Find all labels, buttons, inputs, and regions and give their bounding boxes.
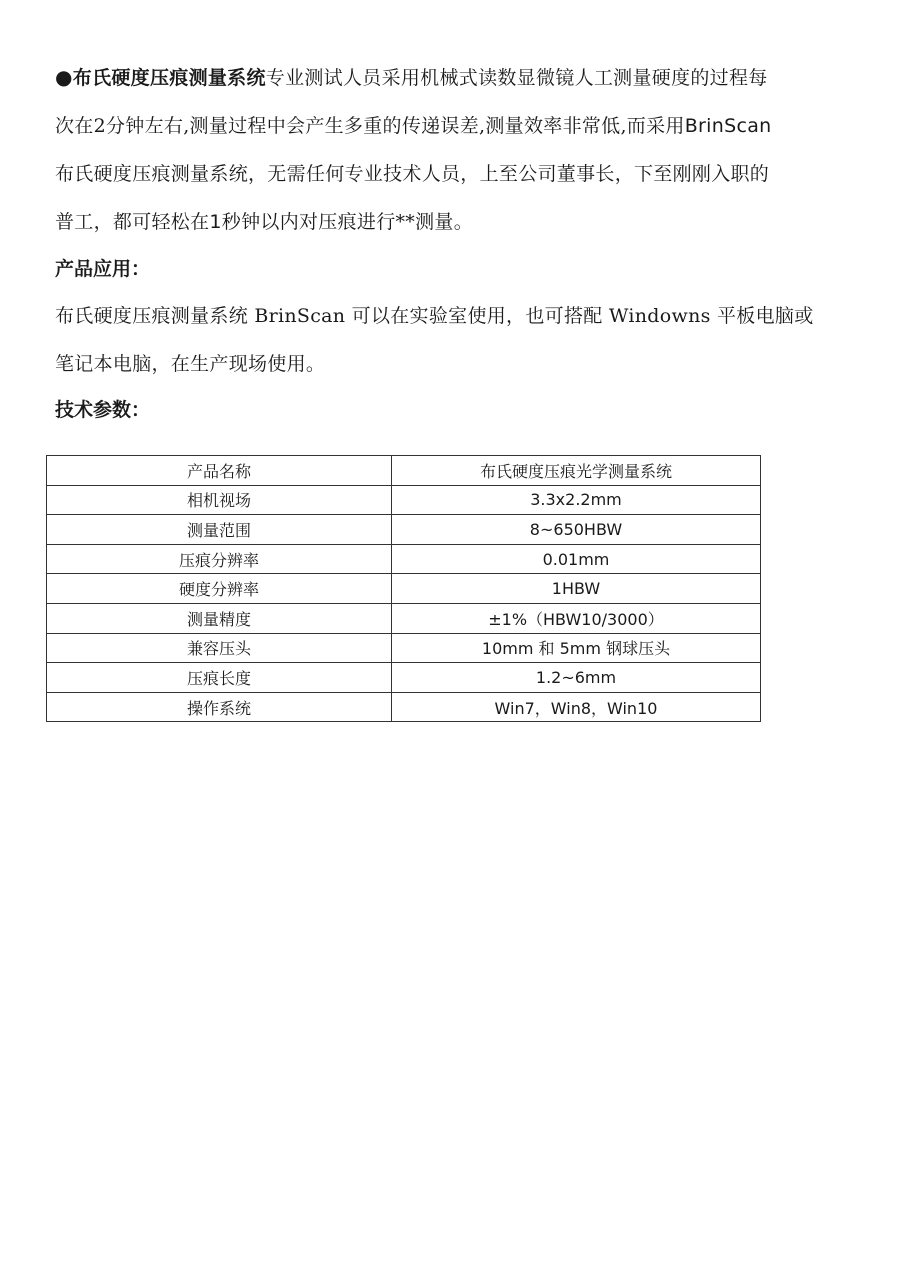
intro-paragraph — [55, 53, 850, 246]
table-row — [47, 574, 761, 604]
spec-key: 压痕分辨率 — [47, 544, 392, 574]
spec-value: ±1%（HBW10/3000） — [392, 603, 761, 633]
intro-line-4-text-a: 普工，都可轻松在 — [55, 211, 210, 233]
brand-name: BrinScan — [684, 115, 772, 137]
intro-line-1 — [55, 53, 850, 102]
product-name: 布氏硬度压痕测量系统 — [72, 67, 266, 89]
intro-line-2-text: 次在2分钟左右,测量过程中会产生多重的传递误差,测量效率非常低,而采用 — [55, 115, 685, 137]
intro-line-4 — [55, 198, 850, 246]
tech-heading: 技术参数： — [55, 399, 151, 421]
spec-value: 10mm 和 5mm 钢球压头 — [392, 633, 761, 663]
intro-line-2 — [55, 102, 850, 150]
spec-key: 测量精度 — [47, 603, 392, 633]
table-row — [47, 544, 761, 574]
spec-value: 1HBW — [392, 574, 761, 604]
spec-key: 产品名称 — [47, 456, 392, 486]
intro-line-4-number: 1 — [209, 211, 222, 233]
application-line-2: 笔记本电脑，在生产现场使用。 — [55, 353, 326, 375]
table-row — [47, 456, 761, 486]
intro-line-4-text-b: 秒钟以内对压痕进行**测量。 — [221, 211, 473, 233]
table-row — [47, 603, 761, 633]
table-row — [47, 515, 761, 545]
bullet-icon: ● — [55, 65, 73, 89]
spec-value: Win7，Win8，Win10 — [392, 692, 761, 722]
intro-line-1-text: 专业测试人员采用机械式读数显微镜人工测量硬度的过程每 — [265, 67, 768, 89]
spec-value: 1.2~6mm — [392, 663, 761, 693]
spec-key: 压痕长度 — [47, 663, 392, 693]
intro-line-3: 布氏硬度压痕测量系统，无需任何专业技术人员，上至公司董事长，下至刚刚入职的 — [55, 163, 770, 185]
application-line-1: 布氏硬度压痕测量系统 BrinScan 可以在实验室使用，也可搭配 Windowns 平板电脑或 — [55, 305, 814, 327]
application-paragraph — [55, 292, 850, 388]
spec-key: 操作系统 — [47, 692, 392, 722]
table-row — [47, 663, 761, 693]
table-row — [47, 692, 761, 722]
spec-key: 兼容压头 — [47, 633, 392, 663]
spec-key: 硬度分辨率 — [47, 574, 392, 604]
table-row — [47, 485, 761, 515]
spec-value: 布氏硬度压痕光学测量系统 — [392, 456, 761, 486]
application-heading: 产品应用： — [55, 258, 151, 280]
spec-value: 0.01mm — [392, 544, 761, 574]
spec-value: 3.3x2.2mm — [392, 485, 761, 515]
spec-key: 测量范围 — [47, 515, 392, 545]
table-row — [47, 633, 761, 663]
specs-table — [46, 455, 761, 722]
spec-key: 相机视场 — [47, 485, 392, 515]
spec-value: 8~650HBW — [392, 515, 761, 545]
